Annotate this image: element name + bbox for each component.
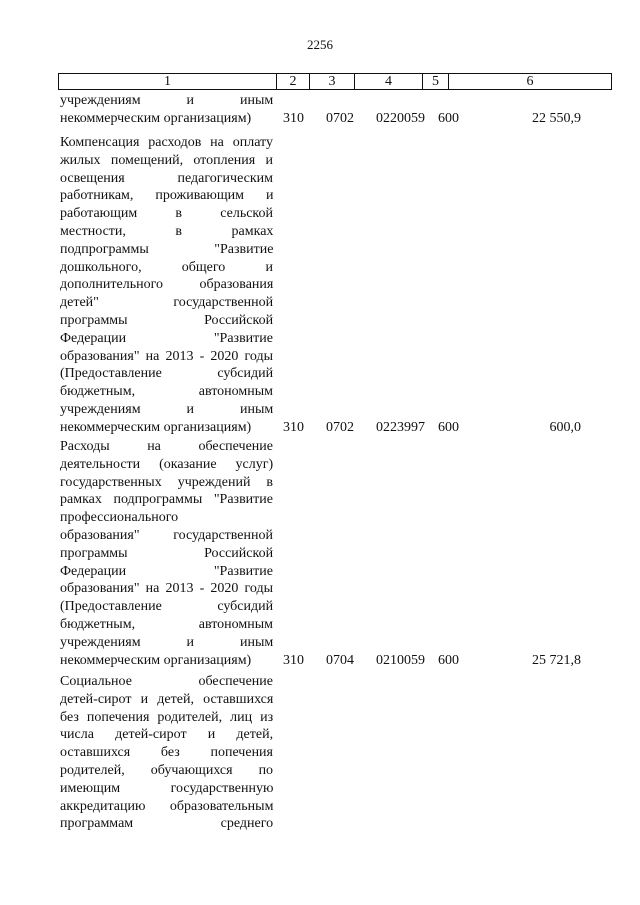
- description-line: программам среднего: [60, 816, 274, 832]
- description-line: местности, в рамках: [60, 223, 274, 239]
- description-line: образования" на 2013 - 2020 годы: [60, 581, 273, 597]
- description-line: Социальное обеспечение: [60, 674, 273, 689]
- description-line: (Предоставление субсидий: [60, 366, 274, 382]
- description-line: программы Российской: [60, 312, 274, 328]
- cell-col-4: 0220059: [376, 110, 425, 126]
- page-number: 2256: [307, 37, 333, 52]
- description-line: оставшихся без попечения: [60, 745, 273, 761]
- table-header-row: [58, 73, 612, 90]
- cell-col-3: 0702: [326, 110, 354, 126]
- description-line: государственных учреждений в: [60, 474, 274, 490]
- description-line: без попечения родителей, лиц из: [60, 709, 274, 725]
- cell-col-6: 22 550,9: [532, 110, 581, 126]
- header-col-3: 3: [310, 74, 355, 89]
- row-description: [60, 438, 273, 669]
- cell-col-4: 0223997: [376, 419, 425, 435]
- description-line: бюджетным, автономным: [60, 616, 273, 632]
- description-line: детей-сирот и детей, оставшихся: [60, 691, 274, 707]
- description-line: учреждениям и иным: [60, 93, 274, 108]
- description-line: образования" государственной: [60, 527, 273, 543]
- row-description: [60, 673, 273, 833]
- cell-col-2: 310: [283, 110, 304, 126]
- description-line: имеющим государственную: [60, 780, 274, 796]
- row-description: [60, 92, 273, 128]
- description-line: подпрограммы "Развитие: [60, 241, 274, 257]
- description-line: образования" на 2013 - 2020 годы: [60, 348, 273, 364]
- cell-col-5: 600: [438, 419, 459, 435]
- description-line: рамках подпрограммы "Развитие: [60, 492, 273, 508]
- description-line: дополнительного образования: [60, 277, 274, 293]
- description-line: Федерации "Развитие: [60, 330, 273, 346]
- cell-col-2: 310: [283, 652, 304, 668]
- description-line: некоммерческим организациям): [60, 652, 252, 668]
- header-col-4: 4: [355, 74, 423, 89]
- description-line: жилых помещений, отопления и: [60, 152, 273, 168]
- description-line: программы Российской: [60, 545, 274, 561]
- description-line: учреждениям и иным: [60, 401, 274, 417]
- header-col-2: 2: [277, 74, 310, 89]
- cell-col-2: 310: [283, 419, 304, 435]
- description-line: аккредитацию образовательным: [60, 798, 274, 814]
- description-line: профессионального: [60, 510, 179, 526]
- description-line: работникам, проживающим и: [60, 188, 274, 204]
- cell-col-6: 600,0: [549, 419, 581, 435]
- description-line: бюджетным, автономным: [60, 384, 273, 400]
- cell-col-6: 25 721,8: [532, 652, 581, 668]
- description-line: родителей, обучающихся по: [60, 762, 274, 778]
- row-description: [60, 134, 273, 437]
- header-col-5: 5: [423, 74, 449, 89]
- description-line: Расходы на обеспечение: [60, 439, 273, 454]
- cell-col-5: 600: [438, 110, 459, 126]
- description-line: детей" государственной: [60, 295, 274, 311]
- cell-col-4: 0210059: [376, 652, 425, 668]
- description-line: работающим в сельской: [60, 206, 273, 222]
- cell-col-3: 0704: [326, 652, 354, 668]
- description-line: освещения педагогическим: [60, 170, 273, 186]
- cell-col-3: 0702: [326, 419, 354, 435]
- cell-col-5: 600: [438, 652, 459, 668]
- header-col-6: 6: [526, 74, 534, 89]
- description-line: учреждениям и иным: [60, 634, 274, 650]
- description-line: числа детей-сирот и детей,: [60, 727, 274, 743]
- description-line: дошкольного, общего и: [60, 259, 273, 275]
- description-line: (Предоставление субсидий: [60, 599, 274, 615]
- description-line: некоммерческим организациям): [60, 110, 252, 126]
- description-line: Компенсация расходов на оплату: [60, 135, 273, 150]
- header-col-1: 1: [59, 74, 277, 89]
- description-line: некоммерческим организациям): [60, 419, 252, 435]
- description-line: Федерации "Развитие: [60, 563, 273, 579]
- description-line: деятельности (оказание услуг): [60, 456, 274, 472]
